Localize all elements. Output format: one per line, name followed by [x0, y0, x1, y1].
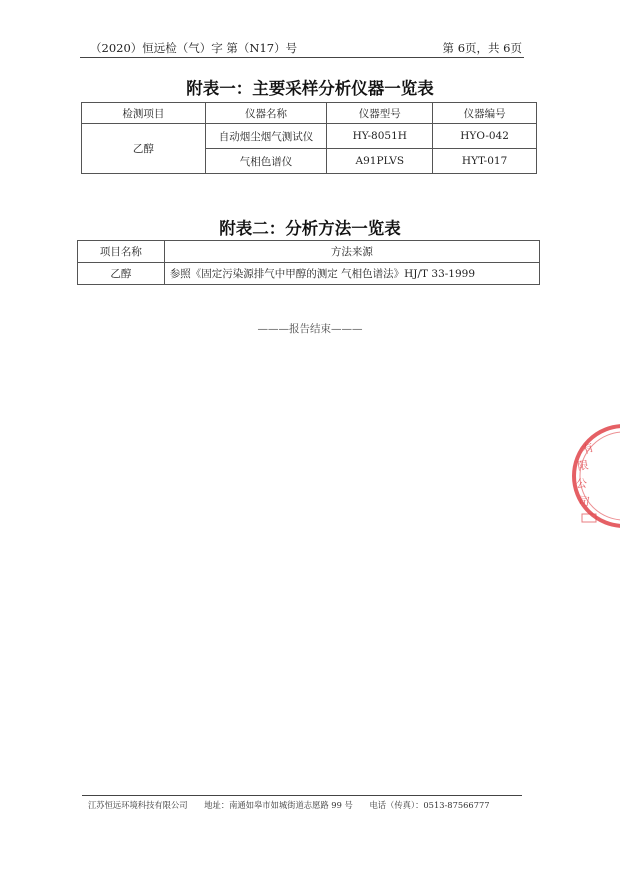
item-cell: 乙醇 [78, 263, 165, 285]
instrument-name-cell: 气相色谱仪 [205, 149, 327, 174]
item-cell: 乙醇 [82, 124, 206, 174]
instrument-number-cell: HYO-042 [433, 124, 537, 149]
table2-title: 附表二：分析方法一览表 [219, 219, 401, 238]
header-divider [80, 57, 524, 58]
svg-text:限: 限 [576, 458, 590, 473]
table-header-row [82, 103, 537, 124]
instrument-number-cell: HYT-017 [433, 149, 537, 174]
page-number: 第 6页，共 6页 [442, 41, 522, 55]
company-seal [562, 418, 620, 536]
header-cell: 仪器型号 [327, 103, 433, 124]
svg-text:有: 有 [580, 440, 596, 457]
footer-divider [82, 795, 522, 796]
page-footer [88, 799, 528, 811]
svg-text:司: 司 [577, 494, 591, 509]
report-end-marker: ———报告结束——— [257, 323, 363, 335]
method-cell: 参照《固定污染源排气中甲醇的测定 气相色谱法》HJ/T 33-1999 [164, 263, 539, 285]
header-cell: 项目名称 [78, 241, 165, 263]
table1-title: 附表一：主要采样分析仪器一览表 [186, 79, 434, 98]
page-header [90, 40, 522, 58]
header-cell: 仪器名称 [205, 103, 327, 124]
table-row [78, 263, 540, 285]
header-cell: 仪器编号 [433, 103, 537, 124]
instrument-table [81, 102, 537, 174]
footer-company: 江苏恒远环境科技有限公司 [88, 800, 188, 810]
table-row [82, 124, 537, 149]
table-header-row [78, 241, 540, 263]
method-table [77, 240, 540, 285]
footer-address: 地址：南通如皋市如城街道志愿路 99 号 [204, 800, 353, 810]
footer-phone: 电话（传真）：0513-87566777 [369, 800, 490, 810]
header-cell: 方法来源 [164, 241, 539, 263]
instrument-name-cell: 自动烟尘烟气测试仪 [205, 124, 327, 149]
instrument-model-cell: HY-8051H [327, 124, 433, 149]
instrument-model-cell: A91PLVS [327, 149, 433, 174]
report-number: （2020）恒远检（气）字 第（N17）号 [90, 41, 298, 55]
header-cell: 检测项目 [82, 103, 206, 124]
svg-text:公: 公 [576, 477, 587, 490]
